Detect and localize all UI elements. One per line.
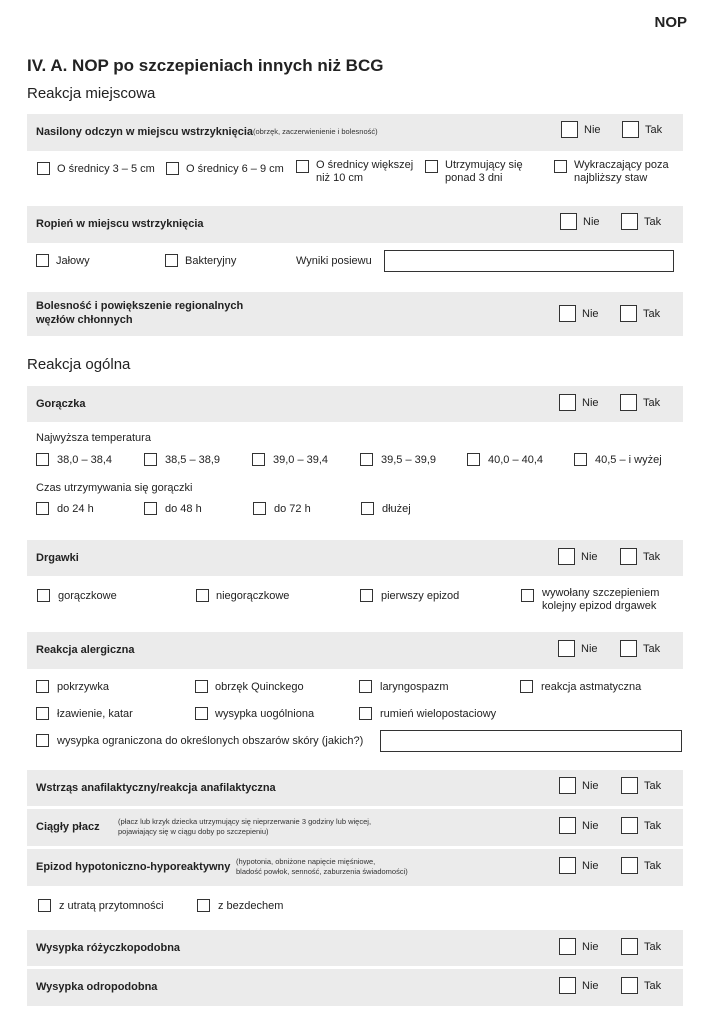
- temp-38-0-checkbox[interactable]: [36, 453, 49, 466]
- seizures-option-label: wywołany szczepieniem kolejny epizod drgawek: [542, 587, 660, 612]
- yes-label: Tak: [644, 941, 662, 953]
- duration-72h-checkbox[interactable]: [253, 502, 266, 515]
- duration-option-label: do 48 h: [165, 503, 202, 515]
- yes-label: Tak: [643, 397, 661, 409]
- yes-label: Tak: [643, 643, 661, 655]
- temp-option-label: 39,0 – 39,4: [273, 454, 329, 466]
- hhe-option-label: z utratą przytomności: [59, 900, 164, 912]
- highest-temp-label: Najwyższa temperatura: [36, 432, 151, 444]
- allergy-option-label: wysypka uogólniona: [215, 708, 315, 720]
- yes-label: Tak: [644, 980, 662, 992]
- allergy-tearing-checkbox[interactable]: [36, 707, 49, 720]
- no-label: Nie: [582, 980, 599, 992]
- allergic-title: Reakcja alergiczna: [36, 644, 135, 656]
- hhe-apnea-checkbox[interactable]: [197, 899, 210, 912]
- measles-rash-no-checkbox[interactable]: [559, 977, 576, 994]
- allergy-limited-rash-label: wysypka ograniczona do określonych obszarów skóry (jakich?): [57, 735, 364, 747]
- allergy-option-label: reakcja astmatyczna: [541, 681, 642, 693]
- swelling-6-9cm-checkbox[interactable]: [166, 162, 179, 175]
- temp-option-label: 39,5 – 39,9: [381, 454, 437, 466]
- no-label: Nie: [583, 216, 600, 228]
- seizures-option-label: niegorączkowe: [216, 590, 290, 602]
- temp-40-5-checkbox[interactable]: [574, 453, 587, 466]
- duration-longer-checkbox[interactable]: [361, 502, 374, 515]
- seizures-no-checkbox[interactable]: [558, 548, 575, 565]
- local-reaction-heading: Reakcja miejscowa: [27, 85, 156, 102]
- temp-option-label: 38,0 – 38,4: [57, 454, 113, 466]
- rubella-rash-yes-checkbox[interactable]: [621, 938, 638, 955]
- no-label: Nie: [582, 780, 599, 792]
- yes-label: Tak: [644, 820, 662, 832]
- abscess-no-checkbox[interactable]: [560, 213, 577, 230]
- general-reaction-heading: Reakcja ogólna: [27, 356, 131, 373]
- allergy-urticaria-checkbox[interactable]: [36, 680, 49, 693]
- abscess-option-label: Bakteryjny: [185, 255, 237, 267]
- no-label: Nie: [581, 643, 598, 655]
- allergy-generalized-rash-checkbox[interactable]: [195, 707, 208, 720]
- temp-38-5-checkbox[interactable]: [144, 453, 157, 466]
- yes-label: Tak: [645, 124, 663, 136]
- rubella-rash-title: Wysypka różyczkopodobna: [36, 942, 181, 954]
- duration-48h-checkbox[interactable]: [144, 502, 157, 515]
- yes-label: Tak: [644, 216, 662, 228]
- seizures-title: Drgawki: [36, 552, 79, 564]
- no-label: Nie: [582, 941, 599, 953]
- swelling-option-label: O średnicy 6 – 9 cm: [186, 163, 284, 175]
- abscess-title: Ropień w miejscu wstrzyknięcia: [36, 218, 204, 230]
- temp-option-label: 40,5 – i wyżej: [595, 454, 662, 466]
- temp-40-0-checkbox[interactable]: [467, 453, 480, 466]
- no-label: Nie: [582, 397, 599, 409]
- swelling-beyond-joint-checkbox[interactable]: [554, 160, 567, 173]
- abscess-option-label: Jałowy: [56, 255, 90, 267]
- swelling-yes-checkbox[interactable]: [622, 121, 639, 138]
- lymph-no-checkbox[interactable]: [559, 305, 576, 322]
- allergy-option-label: obrzęk Quinckego: [215, 681, 304, 693]
- no-label: Nie: [582, 860, 599, 872]
- abscess-sterile-checkbox[interactable]: [36, 254, 49, 267]
- allergy-asthmatic-checkbox[interactable]: [520, 680, 533, 693]
- duration-option-label: do 24 h: [57, 503, 94, 515]
- culture-results-field[interactable]: [384, 250, 674, 272]
- rubella-rash-no-checkbox[interactable]: [559, 938, 576, 955]
- no-label: Nie: [582, 308, 599, 320]
- no-label: Nie: [584, 124, 601, 136]
- crying-no-checkbox[interactable]: [559, 817, 576, 834]
- yes-label: Tak: [643, 551, 661, 563]
- crying-yes-checkbox[interactable]: [621, 817, 638, 834]
- yes-label: Tak: [644, 780, 662, 792]
- hhe-option-label: z bezdechem: [218, 900, 284, 912]
- culture-results-label: Wyniki posiewu: [296, 255, 372, 267]
- lymph-title: Bolesność i powiększenie regionalnych węzłów chłonnych: [36, 300, 244, 326]
- anaphylaxis-yes-checkbox[interactable]: [621, 777, 638, 794]
- duration-option-label: dłużej: [382, 503, 411, 515]
- hhe-yes-checkbox[interactable]: [621, 857, 638, 874]
- seizures-yes-checkbox[interactable]: [620, 548, 637, 565]
- fever-no-checkbox[interactable]: [559, 394, 576, 411]
- temp-option-label: 40,0 – 40,4: [488, 454, 544, 466]
- yes-label: Tak: [644, 860, 662, 872]
- allergy-option-label: rumień wielopostaciowy: [380, 708, 497, 720]
- yes-label: Tak: [643, 308, 661, 320]
- swelling-option-label: O średnicy 3 – 5 cm: [57, 163, 155, 175]
- fever-duration-label: Czas utrzymywania się gorączki: [36, 482, 193, 494]
- allergy-limited-rash-checkbox[interactable]: [36, 734, 49, 747]
- seizures-febrile-checkbox[interactable]: [37, 589, 50, 602]
- temp-option-label: 38,5 – 38,9: [165, 454, 221, 466]
- no-label: Nie: [582, 820, 599, 832]
- form-code-badge: NOP: [654, 14, 687, 31]
- fever-yes-checkbox[interactable]: [620, 394, 637, 411]
- allergic-no-checkbox[interactable]: [558, 640, 575, 657]
- allergy-option-label: pokrzywka: [57, 681, 109, 693]
- no-label: Nie: [581, 551, 598, 563]
- seizures-option-label: gorączkowe: [58, 590, 117, 602]
- hhe-note: (hypotonia, obniżone napięcie mięśniowe, bladość powłok, senność, zaburzenia świadomości): [236, 857, 408, 876]
- limited-rash-field[interactable]: [380, 730, 682, 752]
- seizures-option-label: pierwszy epizod: [381, 590, 460, 602]
- measles-rash-yes-checkbox[interactable]: [621, 977, 638, 994]
- hhe-no-checkbox[interactable]: [559, 857, 576, 874]
- allergy-option-label: łzawienie, katar: [57, 708, 133, 720]
- abscess-yes-checkbox[interactable]: [621, 213, 638, 230]
- seizures-vaccine-induced-checkbox[interactable]: [521, 589, 534, 602]
- swelling-option-label: Wykraczający poza najbliższy staw: [574, 159, 669, 184]
- swelling-title: Nasilony odczyn w miejscu wstrzyknięcia: [36, 126, 254, 138]
- temp-39-5-checkbox[interactable]: [360, 453, 373, 466]
- section-title: IV. A. NOP po szczepieniach innych niż BCG: [27, 56, 384, 75]
- swelling-over-3days-checkbox[interactable]: [425, 160, 438, 173]
- abscess-bacterial-checkbox[interactable]: [165, 254, 178, 267]
- seizures-nonfebrile-checkbox[interactable]: [196, 589, 209, 602]
- swelling-no-checkbox[interactable]: [561, 121, 578, 138]
- allergy-erythema-checkbox[interactable]: [359, 707, 372, 720]
- swelling-note: (obrzęk, zaczerwienienie i bolesność): [253, 127, 378, 136]
- swelling-over-10cm-checkbox[interactable]: [296, 160, 309, 173]
- crying-title: Ciągły płacz: [36, 821, 100, 833]
- anaphylaxis-title: Wstrząs anafilaktyczny/reakcja anafilaktyczna: [36, 782, 276, 794]
- crying-note: (płacz lub krzyk dziecka utrzymujący się nieprzerwanie 3 godziny lub więcej, pojawiający się w ciągu doby po szczepieniu): [118, 817, 372, 836]
- lymph-yes-checkbox[interactable]: [620, 305, 637, 322]
- fever-title: Gorączka: [36, 398, 86, 410]
- swelling-3-5cm-checkbox[interactable]: [37, 162, 50, 175]
- anaphylaxis-no-checkbox[interactable]: [559, 777, 576, 794]
- allergy-quincke-checkbox[interactable]: [195, 680, 208, 693]
- swelling-option-label: O średnicy większej niż 10 cm: [316, 159, 414, 184]
- allergy-option-label: laryngospazm: [380, 681, 449, 693]
- hhe-unconscious-checkbox[interactable]: [38, 899, 51, 912]
- swelling-option-label: Utrzymujący się ponad 3 dni: [445, 159, 523, 184]
- measles-rash-title: Wysypka odropodobna: [36, 981, 158, 993]
- duration-option-label: do 72 h: [274, 503, 311, 515]
- seizures-first-episode-checkbox[interactable]: [360, 589, 373, 602]
- allergy-laryngospasm-checkbox[interactable]: [359, 680, 372, 693]
- hhe-title: Epizod hypotoniczno-hyporeaktywny: [36, 861, 231, 873]
- duration-24h-checkbox[interactable]: [36, 502, 49, 515]
- temp-39-0-checkbox[interactable]: [252, 453, 265, 466]
- allergic-yes-checkbox[interactable]: [620, 640, 637, 657]
